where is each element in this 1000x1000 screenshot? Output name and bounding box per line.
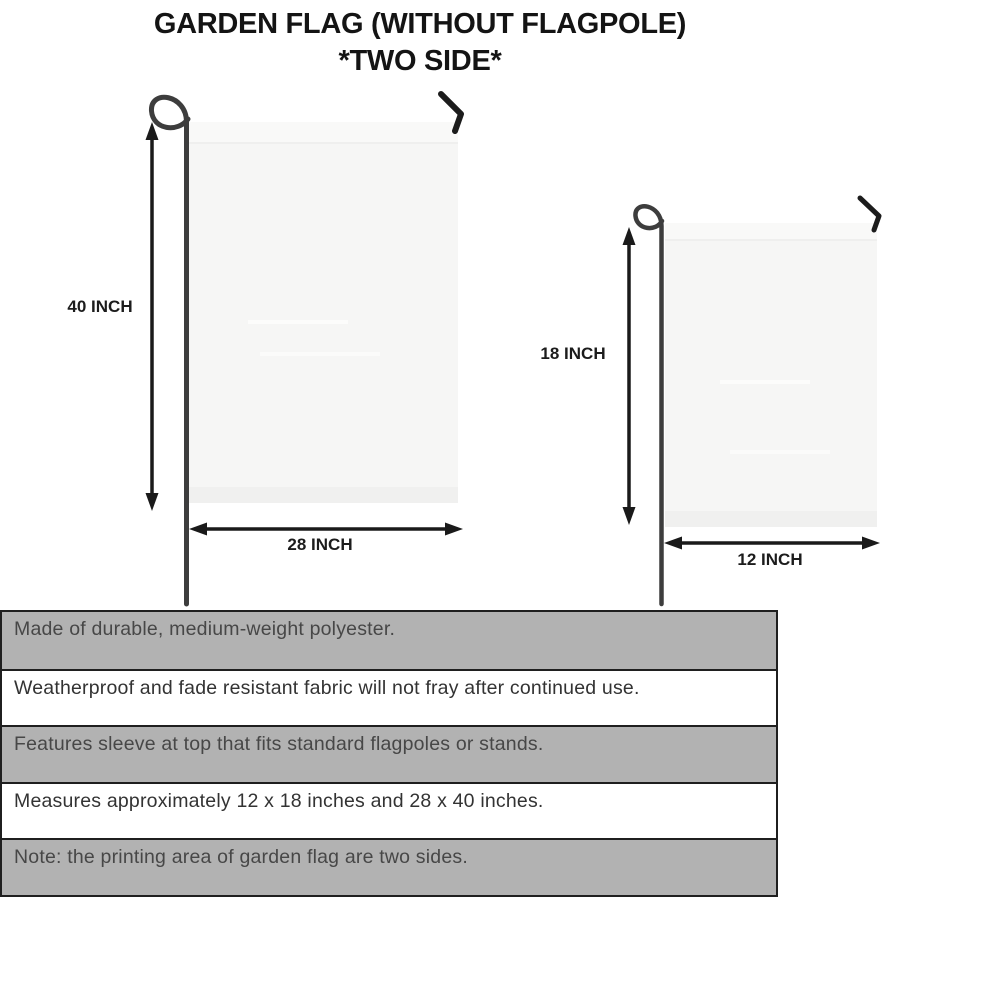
feature-row: Features sleeve at top that fits standard flagpoles or stands. <box>2 725 776 782</box>
small-flag-fabric <box>665 223 877 527</box>
large-flag-fabric <box>187 122 458 503</box>
small-flag-crease <box>720 380 810 384</box>
large-flag <box>187 122 458 503</box>
title-line-1: GARDEN FLAG (WITHOUT FLAGPOLE) <box>153 8 687 40</box>
feature-row: Made of durable, medium-weight polyester. <box>2 612 776 669</box>
large-flag-sleeve <box>187 122 458 144</box>
feature-row: Note: the printing area of garden flag are two sides. <box>2 838 776 895</box>
feature-row: Measures approximately 12 x 18 inches and 28 x 40 inches. <box>2 782 776 839</box>
large-flag-crease <box>248 320 348 324</box>
small-flag-width-label: 12 INCH <box>737 550 803 569</box>
large-flag-crease <box>260 352 380 356</box>
small-flag-sleeve <box>665 223 877 241</box>
large-flag-width-label: 28 INCH <box>287 535 353 554</box>
small-flag <box>665 223 877 527</box>
large-flag-sleeve-seam <box>187 142 458 144</box>
large-flagpole-icon <box>151 97 188 604</box>
feature-row: Weatherproof and fade resistant fabric will not fray after continued use. <box>2 669 776 726</box>
large-flag-hem <box>187 487 458 503</box>
large-flag-height-label: 40 INCH <box>67 297 133 316</box>
small-flag-height-label: 18 INCH <box>540 344 606 363</box>
large-width-arrow <box>189 523 463 536</box>
title-line-2: *TWO SIDE* <box>338 45 502 78</box>
features-table <box>0 610 778 897</box>
small-height-arrow <box>623 227 636 525</box>
small-width-arrow <box>664 537 880 550</box>
small-flag-hem <box>665 511 877 527</box>
small-flag-sleeve-seam <box>665 239 877 241</box>
large-height-arrow <box>146 122 159 511</box>
small-flagpole-icon <box>635 206 662 604</box>
small-flag-crease <box>730 450 830 454</box>
